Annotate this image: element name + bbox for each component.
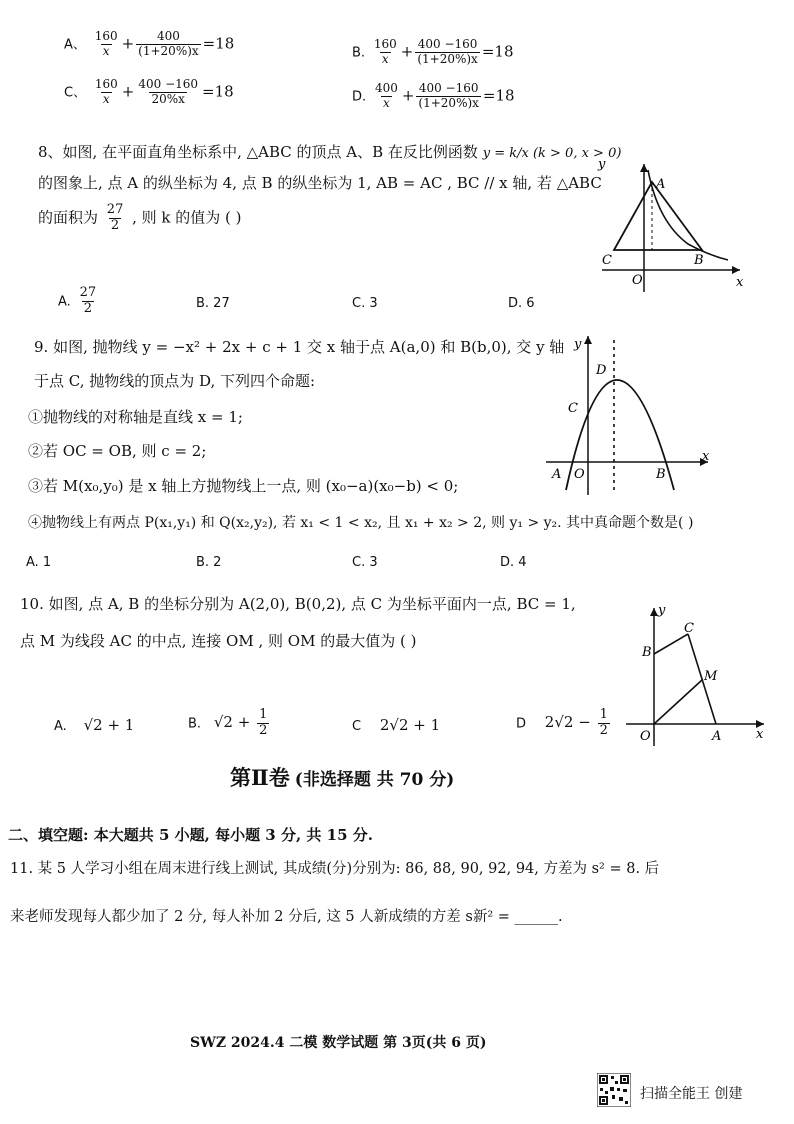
q7-option-b: B. $\frac{160}{x}$ + $\frac{400 -160}{(1+20\%)x}$ =18 [352,37,514,66]
q10-segment-bc [654,634,688,654]
q10-option-b: B. √2 + $\frac{1}{2}$ [188,707,268,738]
q9-option-b: B. 2 [196,555,222,570]
q8-label-o: O [632,273,643,288]
q9-option-d: D. 4 [500,555,527,570]
q8-triangle-abc [614,182,702,250]
q8-line1: 8、如图, 在平面直角坐标系中, △ABC 的顶点 A、B 在反比例函数 y = k/x (k > 0, x > 0) [38,143,622,161]
q9-label-y: y [574,337,582,352]
q10-label-y: y [658,603,666,618]
scanner-watermark: 扫描全能王 创建 [640,1086,743,1102]
q10-line2: 点 M 为线段 AC 的中点, 连接 OM , 则 OM 的最大值为 ( ) [20,632,417,650]
q8-option-b: B. 27 [196,296,230,311]
q10-segment-om [654,680,702,724]
q10-label-o: O [640,729,651,744]
q9-prop2: ②若 OC = OB, 则 c = 2; [28,442,207,460]
q8-y-arrow-icon [640,164,648,172]
q8-label-c: C [602,253,612,268]
q8-label-a: A [656,177,666,192]
q9-prop3: ③若 M(x₀,y₀) 是 x 轴上方抛物线上一点, 则 (x₀−a)(x₀−b) < 0; [28,477,459,495]
q8-option-c: C. 3 [352,296,378,311]
fill-in-header: 二、填空题: 本大题共 5 小题, 每小题 3 分, 共 15 分. [8,826,373,844]
q7-option-a: A、 $\frac{160}{x}$ + $\frac{400}{(1+20\%)x}$ =18 [64,29,235,58]
q10-y-arrow-icon [650,608,658,616]
q10-figure [622,600,772,750]
q11-line2: 来老师发现每人都少加了 2 分, 每人补加 2 分后, 这 5 人新成绩的方差 s新² = ______. [10,909,563,925]
q10-label-b: B [642,645,652,660]
q10-label-a: A [712,729,722,744]
q9-line1: 9. 如图, 抛物线 y = −x² + 2x + c + 1 交 x 轴于点 A(a,0) 和 B(b,0), 交 y 轴 [34,338,565,356]
q8-label-x: x [736,275,744,290]
q9-label-d: D [596,363,607,378]
q8-figure [590,152,750,297]
q9-option-a: A. 1 [26,555,52,570]
q9-y-arrow-icon [584,336,592,344]
q10-option-d: D 2√2 − $\frac{1}{2}$ [516,707,608,738]
q9-line2: 于点 C, 抛物线的顶点为 D, 下列四个命题: [34,372,316,390]
q9-label-c: C [568,401,578,416]
q9-label-b: B [656,467,666,482]
q9-label-a: A [552,467,562,482]
q8-option-d: D. 6 [508,296,535,311]
q9-figure [538,330,718,500]
q11-line1: 11. 某 5 人学习小组在周末进行线上测试, 其成绩(分)分别为: 86, 88, 90, 92, 94, 方差为 s² = 8. 后 [10,861,660,877]
q10-label-m: M [704,669,718,684]
q8-option-a: A. $\frac{27}{2}$ [58,285,97,316]
q8-line3: 的面积为 $\frac{27}{2}$ , 则 k 的值为 ( ) [38,202,242,233]
q8-x-arrow-icon [732,266,740,274]
q9-label-o: O [574,467,585,482]
q10-line1: 10. 如图, 点 A, B 的坐标分别为 A(2,0), B(0,2), 点 C 为坐标平面内一点, BC = 1, [20,595,576,613]
q8-line2: 的图象上, 点 A 的纵坐标为 4, 点 B 的纵坐标为 1, AB = AC , BC // x 轴, 若 △ABC [38,174,602,192]
q8-label-y: y [598,157,606,172]
q9-prop4: ④抛物线上有两点 P(x₁,y₁) 和 Q(x₂,y₂), 若 x₁ < 1 < x₂, 且 x₁ + x₂ > 2, 则 y₁ > y₂. 其中真命题个数是( ) [28,515,694,531]
q9-prop1: ①抛物线的对称轴是直线 x = 1; [28,408,243,426]
q10-option-a: A. √2 + 1 [54,716,135,734]
q9-label-x: x [702,449,710,464]
q10-label-x: x [756,727,764,742]
q9-option-c: C. 3 [352,555,378,570]
q10-option-c: C 2√2 + 1 [352,716,441,734]
q7-option-d: D. $\frac{400}{x}$ + $\frac{400 -160}{(1+20\%)x}$ =18 [352,81,515,110]
section-title: 第Ⅱ卷 (非选择题 共 70 分) [230,765,455,790]
q7-option-c: C、 $\frac{160}{x}$ + $\frac{400 -160}{20\%x}$ =18 [64,77,234,106]
page-footer: SWZ 2024.4 二模 数学试题 第 3页(共 6 页) [190,1035,487,1051]
qr-code-icon [597,1073,631,1107]
q10-label-c: C [684,621,694,636]
q8-label-b: B [694,253,704,268]
